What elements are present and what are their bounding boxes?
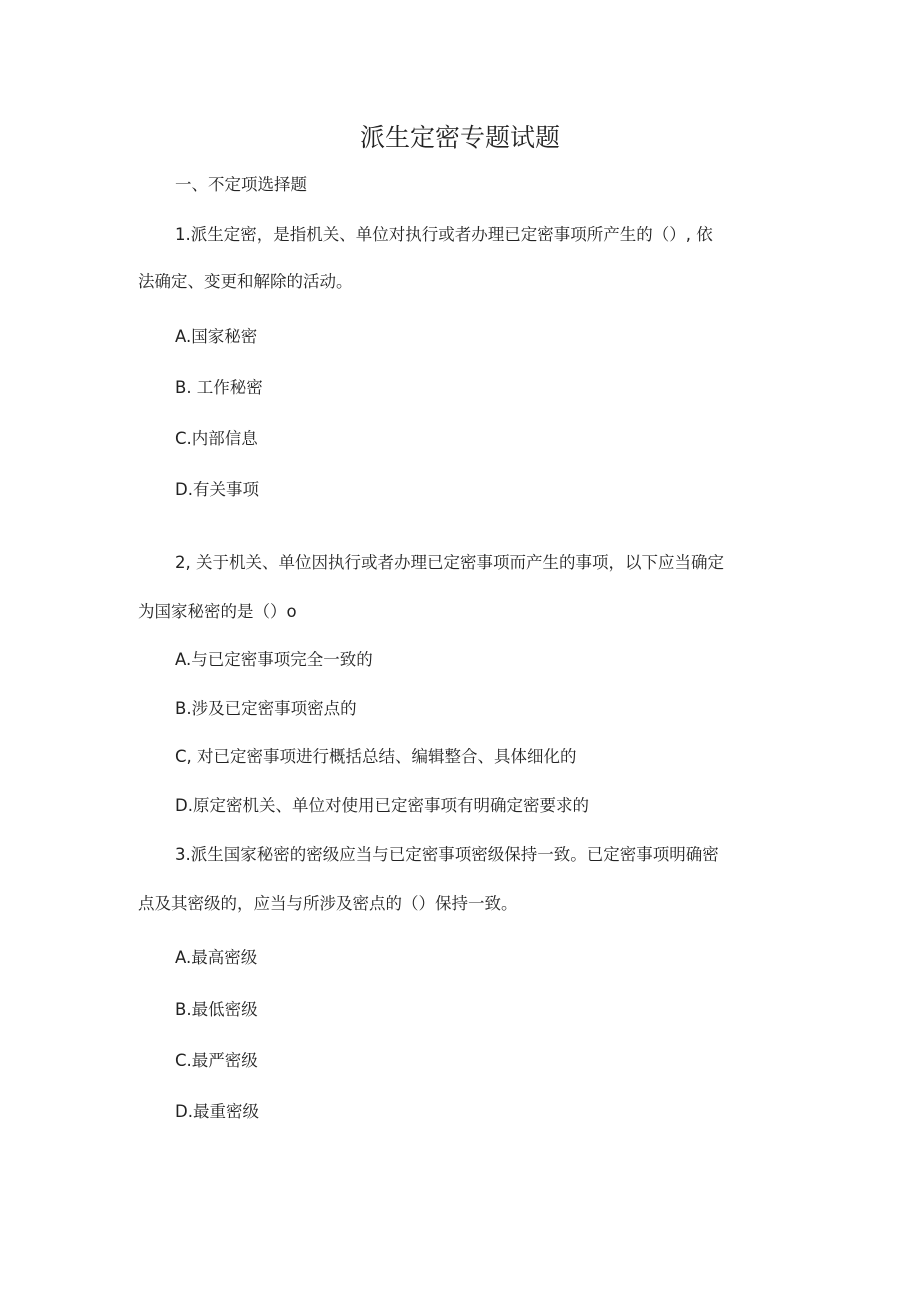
question-3-option-d: D.最重密级	[175, 1102, 259, 1121]
question-2-option-b: B.涉及已定密事项密点的	[175, 699, 357, 718]
question-2-option-d: D.原定密机关、单位对使用已定密事项有明确定密要求的	[175, 796, 589, 815]
question-1-option-a: A.国家秘密	[175, 327, 258, 346]
question-1-text-cont: 法确定、变更和解除的活动。	[138, 272, 353, 291]
question-3-option-b: B.最低密级	[175, 1000, 258, 1019]
document-title: 派生定密专题试题	[359, 123, 560, 152]
question-3-text: 3.派生国家秘密的密级应当与已定密事项密级保持一致。已定密事项明确密	[175, 845, 719, 864]
question-1-option-d: D.有关事项	[175, 480, 259, 499]
question-1-option-c: C.内部信息	[175, 429, 258, 448]
question-2-option-c: C, 对已定密事项进行概括总结、编辑整合、具体细化的	[175, 747, 577, 766]
section-heading: 一、不定项选择题	[175, 175, 307, 194]
question-1-option-b: B. 工作秘密	[175, 378, 263, 397]
question-3-text-cont: 点及其密级的，应当与所涉及密点的（）保持一致。	[138, 894, 518, 913]
question-2-text-cont: 为国家秘密的是（）o	[138, 602, 297, 621]
question-2-option-a: A.与已定密事项完全一致的	[175, 650, 373, 669]
question-3-option-a: A.最高密级	[175, 948, 258, 967]
question-2-text: 2, 关于机关、单位因执行或者办理已定密事项而产生的事项，以下应当确定	[175, 553, 724, 572]
question-3-option-c: C.最严密级	[175, 1051, 258, 1070]
question-1-text: 1.派生定密，是指机关、单位对执行或者办理已定密事项所产生的（）, 依	[175, 225, 713, 244]
